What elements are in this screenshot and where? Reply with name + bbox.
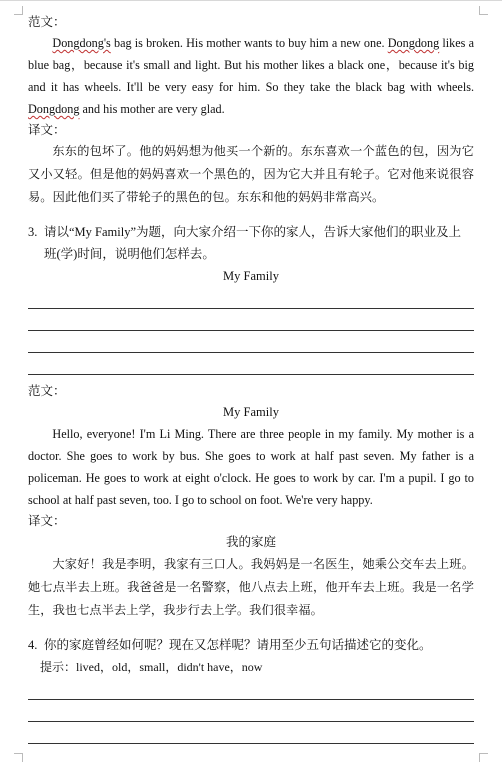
sample-label: 范文： xyxy=(28,15,66,29)
question-4 xyxy=(28,634,474,656)
essay-text: bag is broken. His mother wants to buy him a new one. xyxy=(110,36,388,50)
sample-essay-english xyxy=(28,32,474,120)
corner-mark-bottom-left xyxy=(14,753,23,762)
document-body xyxy=(28,12,474,744)
spellcheck-word: Dongdong xyxy=(387,36,440,50)
question-hint: 提示：lived，old，small，didn't have，now xyxy=(40,660,263,674)
answer-line[interactable] xyxy=(28,678,474,700)
answer-line[interactable] xyxy=(28,353,474,375)
translation-label: 译文： xyxy=(28,123,66,137)
question-3 xyxy=(28,221,474,243)
sample-essay-chinese: 大家好！我是李明，我家有三口人。我妈妈是一名医生，她乘公交车去上班。她七点半去上班。我爸爸是一名警察，他八点去上班，他开车去上班。我是一名学生，我也七点半去上学，我步行去上学。我们很幸福。 xyxy=(28,557,474,617)
question-text: 你的家庭曾经如何呢？现在又怎样呢？请用至少五句话描述它的变化。 xyxy=(44,638,432,652)
essay-text: and his mother are very glad. xyxy=(79,102,225,116)
answer-line[interactable] xyxy=(28,722,474,744)
question-text: 请以“My Family”为题，向大家介绍一下你的家人，告诉大家他们的职业及上 xyxy=(44,225,462,239)
answer-line[interactable] xyxy=(28,700,474,722)
corner-mark-top-right xyxy=(479,6,488,15)
answer-line[interactable] xyxy=(28,287,474,309)
essay-title: My Family xyxy=(223,269,279,283)
spellcheck-word: Dongdong xyxy=(28,102,80,116)
answer-line[interactable] xyxy=(28,309,474,331)
essay-text: likes a blue bag，because it's small and light. But his mother likes a black one，because it's big and it has wheels. It'll be very easy for him. So they take the black bag with wheels. xyxy=(28,36,474,94)
page-top-edge xyxy=(0,0,502,5)
answer-line[interactable] xyxy=(28,331,474,353)
corner-mark-bottom-right xyxy=(479,753,488,762)
spellcheck-word: Dongdong's xyxy=(52,36,111,50)
translation-label: 译文： xyxy=(28,514,66,528)
question-3-line-2: 班(学)时间，说明他们怎样去。 xyxy=(44,247,215,261)
sample-label: 范文： xyxy=(28,384,66,398)
corner-mark-top-left xyxy=(14,6,23,15)
sample-title: My Family xyxy=(223,405,279,419)
question-number: 3. xyxy=(28,225,38,239)
sample-essay-chinese: 东东的包坏了。他的妈妈想为他买一个新的。东东喜欢一个蓝色的包，因为它又小又轻。但是他的妈妈喜欢一个黑色的，因为它大并且有轮子。它对他来说很容易。因此他们买了带轮子的黑色的包。东东和他的妈妈非常高兴。 xyxy=(28,144,474,204)
sample-title-chinese: 我的家庭 xyxy=(225,535,276,549)
question-number: 4. xyxy=(28,638,38,652)
sample-essay-english: Hello, everyone! I'm Li Ming. There are three people in my family. My mother is a doctor. She goes to work by bus. She goes to work at half past seven. My father is a policeman. He goes to work at eight o'clock. He goes to work by car. I'm a pupil. I go to school at half past seven, too. I go to school on foot. We're very happy. xyxy=(28,427,474,507)
